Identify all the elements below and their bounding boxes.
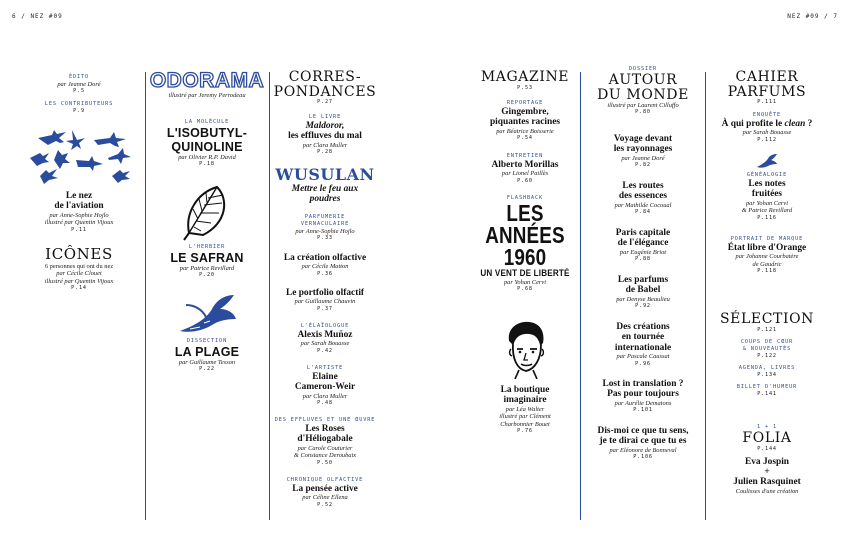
kicker: PORTRAIT DE MARQUE bbox=[730, 236, 804, 242]
section-odorama[interactable] bbox=[146, 70, 268, 99]
airplanes-birds-illustration-icon bbox=[20, 124, 138, 186]
article-title: Alberto Morillas bbox=[491, 160, 559, 170]
article-title: Les Roses bbox=[305, 424, 345, 434]
article-title: de Babel bbox=[625, 285, 661, 296]
toc-entry-flashback[interactable] bbox=[470, 195, 580, 293]
toc-entry-portfolio[interactable] bbox=[270, 288, 380, 313]
article-title: Le portfolio olfactif bbox=[285, 288, 365, 298]
folio-left: 6 / NEZ #09 bbox=[12, 13, 63, 20]
illustrator: illustré par Jeremy Perrodeau bbox=[168, 92, 246, 99]
page-number: P.54 bbox=[517, 135, 533, 142]
plus-sign: + bbox=[764, 466, 770, 477]
kicker: COUPS DE CŒUR bbox=[740, 338, 794, 345]
article-title: Cameron-Weir bbox=[294, 382, 356, 393]
toc-entry-icones[interactable] bbox=[20, 246, 138, 292]
kicker: PARFUMERIE bbox=[304, 214, 346, 220]
section-selection[interactable] bbox=[707, 312, 827, 398]
page-number: P.14 bbox=[71, 285, 87, 292]
page-number: P.42 bbox=[317, 347, 333, 354]
byline: par Aurélie Dematons bbox=[614, 399, 672, 407]
page-number: P.84 bbox=[635, 209, 651, 216]
article-title: La boutique bbox=[500, 385, 550, 395]
page-number: P.9 bbox=[73, 108, 85, 114]
byline: par Olivier R.P. David bbox=[178, 154, 236, 161]
byline: par Carole Couturier bbox=[297, 444, 353, 452]
article-title: Paris capitale bbox=[615, 228, 671, 238]
toc-entry-artiste[interactable] bbox=[270, 365, 380, 407]
byline: de Gaudric bbox=[752, 260, 782, 268]
column-autour-du-monde bbox=[584, 66, 702, 526]
byline: par Cécile Clouet bbox=[56, 270, 102, 278]
byline: par Guillaume Tesson bbox=[178, 359, 236, 366]
toc-entry-creation[interactable] bbox=[270, 253, 380, 278]
byline: par Lionel Paillès bbox=[501, 170, 549, 178]
toc-entry[interactable] bbox=[584, 275, 702, 310]
article-title: Elaine bbox=[312, 372, 338, 382]
article-title: Voyage devant bbox=[613, 134, 673, 144]
kicker: BILLET D'HUMEUR bbox=[736, 383, 798, 390]
kicker: L'ÉLAÏOLOGUE bbox=[300, 323, 350, 329]
article-title: LA PLAGE bbox=[174, 345, 240, 359]
saffron-leaf-illustration-icon bbox=[146, 183, 268, 241]
seagull-illustration-icon bbox=[146, 291, 268, 337]
illustrator: illustré par Quentin Vijoux bbox=[44, 277, 114, 285]
article-title: LE SAFRAN bbox=[170, 251, 244, 265]
page-number: P.68 bbox=[517, 286, 533, 293]
page-number: P.5 bbox=[73, 88, 85, 95]
section-magazine[interactable] bbox=[470, 70, 580, 92]
section-wusulan[interactable] bbox=[270, 166, 380, 205]
toc-entry-livre[interactable] bbox=[270, 114, 380, 156]
page-number: P.52 bbox=[317, 501, 333, 508]
page-number: P.53 bbox=[517, 84, 533, 91]
column-odorama bbox=[146, 66, 268, 526]
article-title: imaginaire bbox=[503, 395, 547, 406]
illustrator: Charbonnier Bouet bbox=[500, 420, 550, 428]
page-number: P.82 bbox=[635, 162, 651, 169]
subtitle: Mettre le feu aux bbox=[291, 184, 359, 194]
article-title: piquantes racines bbox=[489, 117, 561, 128]
toc-entry[interactable] bbox=[584, 228, 702, 263]
subtitle: 6 personnes qui ont du nez bbox=[44, 263, 114, 270]
toc-entry[interactable] bbox=[584, 322, 702, 368]
byline: par Cécile Matton bbox=[301, 263, 349, 271]
byline: & Constance Deroubaix bbox=[293, 452, 357, 460]
page-number: P.33 bbox=[317, 235, 333, 242]
article-title: La création olfactive bbox=[283, 253, 367, 263]
toc-entry[interactable] bbox=[584, 426, 702, 461]
kicker: DISSECTION bbox=[186, 338, 228, 344]
subtitle: Coulisses d'une création bbox=[735, 487, 799, 495]
article-title: internationale bbox=[614, 342, 672, 353]
article-title: QUINOLINE bbox=[171, 140, 243, 154]
byline: par Sarah Bouasse bbox=[300, 340, 350, 348]
kicker: & NOUVEAUTÉS bbox=[742, 345, 792, 352]
section-title: FOLIA bbox=[742, 430, 792, 446]
column-divider bbox=[580, 72, 581, 520]
section-title: SÉLECTION bbox=[719, 311, 815, 327]
byline: par Jeanne Doré bbox=[621, 154, 665, 162]
kicker: REPORTAGE bbox=[506, 100, 544, 106]
byline: & Patrice Revillard bbox=[741, 207, 793, 215]
toc-entry-reportage[interactable] bbox=[470, 100, 580, 142]
column-divider bbox=[705, 72, 706, 520]
byline: par Guillaume Chauvin bbox=[294, 298, 356, 306]
toc-entry-molecule[interactable] bbox=[146, 119, 268, 168]
toc-entry-herbier[interactable] bbox=[146, 244, 268, 279]
toc-entry-portrait[interactable] bbox=[707, 236, 827, 275]
article-title: ANNÉES bbox=[485, 222, 565, 248]
article-title: Pas pour toujours bbox=[607, 389, 679, 400]
byline: par Yohan Cervi bbox=[745, 199, 789, 207]
byline: par Béatrice Boisserie bbox=[496, 127, 554, 135]
kicker: GÉNÉALOGIE bbox=[746, 172, 788, 178]
column-correspondances bbox=[270, 66, 380, 526]
toc-entry[interactable] bbox=[584, 379, 702, 414]
kicker: FLASHBACK bbox=[506, 195, 544, 201]
article-title: Eva Jospin bbox=[744, 456, 790, 467]
page-number: P.118 bbox=[757, 268, 777, 275]
page-number: P.96 bbox=[635, 360, 651, 367]
byline: par Jeanne Doré bbox=[57, 81, 101, 88]
column-cahier-parfums bbox=[707, 66, 827, 526]
section-title: ODORAMA bbox=[149, 69, 265, 92]
page-number: P.20 bbox=[199, 272, 215, 279]
section-cahier-parfums[interactable] bbox=[707, 70, 827, 106]
article-title: Les parfums bbox=[617, 275, 669, 285]
section-title: CAHIER bbox=[735, 69, 799, 85]
page-number: P.48 bbox=[317, 400, 333, 407]
page-number: P.121 bbox=[757, 326, 777, 333]
page-number: P.22 bbox=[199, 366, 215, 373]
page-number: P.60 bbox=[517, 177, 533, 184]
kicker: ENTRETIEN bbox=[506, 153, 544, 159]
kicker: VERNACULAIRE bbox=[300, 221, 350, 227]
byline: par Patrice Revillard bbox=[179, 265, 235, 272]
article-title: de l'élégance bbox=[617, 238, 669, 249]
kicker: LA MOLÉCULE bbox=[184, 119, 230, 125]
toc-entry-edito[interactable] bbox=[20, 74, 138, 95]
article-title: Julien Rasquinet bbox=[733, 477, 801, 488]
page-number: P.144 bbox=[757, 445, 777, 452]
toc-entry[interactable] bbox=[584, 181, 702, 216]
page-number: P.88 bbox=[635, 256, 651, 263]
toc-entry-contributeurs[interactable] bbox=[20, 101, 138, 115]
illustrator: illustré par Clément bbox=[499, 413, 551, 421]
article-title: d'Héliogabale bbox=[297, 434, 353, 445]
page-number: P.37 bbox=[317, 305, 333, 312]
page-number: P.18 bbox=[199, 161, 215, 168]
article-title: des essences bbox=[618, 191, 668, 202]
article-title: en tournée bbox=[621, 332, 665, 343]
toc-entry-elaiologue[interactable] bbox=[270, 323, 380, 355]
section-autour-du-monde[interactable] bbox=[584, 66, 702, 116]
article-title: Les notes bbox=[748, 179, 786, 189]
kicker: L'ARTISTE bbox=[306, 365, 344, 371]
title-part: ? bbox=[805, 119, 813, 129]
section-title: WUSULAN bbox=[275, 165, 375, 184]
article-title: de l'aviation bbox=[54, 201, 104, 212]
byline: par Sarah Bouasse bbox=[742, 129, 792, 137]
kicker: ENQUÊTE bbox=[752, 112, 782, 118]
page-number: P.28 bbox=[317, 149, 333, 156]
subtitle: UN VENT DE LIBERTÉ bbox=[480, 268, 570, 278]
page-number: P.141 bbox=[757, 390, 777, 397]
page-number: P.112 bbox=[757, 136, 777, 143]
article-title: Gingembre, bbox=[501, 107, 549, 117]
page-number: P.27 bbox=[317, 99, 333, 105]
toc-entry-chronique[interactable] bbox=[270, 477, 380, 509]
kicker: AGENDA, LIVRES bbox=[738, 364, 796, 371]
page-number: P.122 bbox=[757, 352, 777, 359]
page-number: P.36 bbox=[317, 270, 333, 277]
page-number: P.111 bbox=[757, 99, 777, 105]
toc-entry[interactable] bbox=[584, 134, 702, 169]
page-number: P.50 bbox=[317, 459, 333, 466]
byline: par Johanne Courbatère bbox=[735, 253, 799, 261]
seagull-small-icon bbox=[707, 153, 827, 169]
section-folia[interactable] bbox=[707, 424, 827, 495]
page-number: P.106 bbox=[633, 454, 653, 461]
section-title: DU MONDE bbox=[597, 86, 689, 103]
article-title: Les routes bbox=[622, 181, 664, 191]
byline: par Denyse Beaulieu bbox=[616, 295, 670, 303]
byline: par Anne-Sophie Hojlo bbox=[295, 228, 355, 235]
byline: par Clara Muller bbox=[302, 141, 348, 149]
section-title: CORRES- bbox=[288, 69, 362, 85]
article-title: Le nez bbox=[65, 191, 93, 201]
article-title: Maldoror, bbox=[305, 121, 345, 131]
page-number: P.92 bbox=[635, 303, 651, 310]
byline: par Pascale Caussat bbox=[616, 353, 670, 361]
column-magazine bbox=[470, 66, 580, 526]
byline: par Céline Ellena bbox=[302, 494, 348, 502]
kicker: L'HERBIER bbox=[188, 244, 226, 250]
byline: par Clara Muller bbox=[302, 392, 348, 400]
article-title: État libre d'Orange bbox=[727, 243, 807, 253]
kicker: LE LIVRE bbox=[308, 114, 342, 120]
article-title: les effluves du mal bbox=[288, 131, 362, 142]
column-edito bbox=[20, 66, 138, 526]
section-title: MAGAZINE bbox=[480, 69, 570, 85]
article-title: Alexis Muñoz bbox=[297, 330, 353, 340]
article-title: Des créations bbox=[616, 322, 670, 332]
article-title: je te dirai ce que tu es bbox=[599, 436, 687, 447]
toc-entry-parfumerie[interactable] bbox=[270, 214, 380, 242]
man-portrait-illustration-icon bbox=[470, 319, 580, 379]
article-title: les rayonnages bbox=[613, 144, 673, 155]
byline: par Mathilde Cocoual bbox=[614, 201, 672, 209]
byline: par Eléonore de Bonneval bbox=[609, 446, 677, 454]
page-number: P.116 bbox=[757, 214, 777, 221]
toc-entry-aviation[interactable] bbox=[20, 191, 138, 234]
title-part: À qui profite le bbox=[721, 119, 785, 129]
article-title: Dis-moi ce que tu sens, bbox=[597, 426, 689, 436]
illustrator: illustré par Laurent Cilluffo bbox=[607, 102, 679, 109]
kicker: ÉDITO bbox=[68, 74, 90, 80]
article-title: L'ISOBUTYL- bbox=[166, 126, 248, 140]
section-title: PARFUMS bbox=[727, 83, 807, 100]
kicker: DES EFFLUVES ET UNE ŒUVRE bbox=[274, 417, 376, 423]
page-number: P.76 bbox=[517, 428, 533, 435]
kicker: LES CONTRIBUTEURS bbox=[44, 101, 114, 107]
section-title: ICÔNES bbox=[45, 245, 113, 263]
toc-entry-effluves[interactable] bbox=[270, 417, 380, 467]
section-title: PONDANCES bbox=[273, 83, 377, 100]
article-title: fruitées bbox=[751, 189, 783, 200]
illustrator: illustré par Quentin Vijoux bbox=[44, 219, 114, 227]
toc-entry-boutique[interactable] bbox=[470, 385, 580, 435]
toc-entry-entretien[interactable] bbox=[470, 153, 580, 185]
page-number: P.80 bbox=[635, 109, 651, 116]
article-title: La pensée active bbox=[292, 484, 358, 494]
byline: par Eugénie Briot bbox=[619, 248, 667, 256]
title-emphasis: clean bbox=[784, 119, 806, 129]
byline: par Yohan Cervi bbox=[503, 279, 547, 286]
page-number: P.134 bbox=[757, 371, 777, 378]
toc-entry-enquete[interactable] bbox=[707, 112, 827, 144]
article-title: Lost in translation ? bbox=[602, 379, 684, 389]
page-number: P.101 bbox=[633, 407, 653, 414]
article-title: 1960 bbox=[503, 244, 547, 270]
section-correspondances[interactable] bbox=[270, 70, 380, 106]
kicker: 1 + 1 bbox=[756, 424, 778, 430]
subtitle: poudres bbox=[309, 194, 341, 205]
toc-entry-dissection[interactable] bbox=[146, 338, 268, 373]
byline: par Anne-Sophie Hojlo bbox=[49, 211, 109, 219]
folio-right: NEZ #09 / 7 bbox=[787, 13, 838, 20]
kicker: DOSSIER bbox=[628, 66, 658, 72]
article-title bbox=[707, 119, 827, 129]
article-title: LES bbox=[506, 200, 544, 226]
page-number: P.11 bbox=[71, 226, 87, 233]
byline: par Léa Walter bbox=[505, 405, 545, 413]
kicker: CHRONIQUE OLFACTIVE bbox=[286, 477, 364, 483]
section-title: AUTOUR bbox=[608, 72, 678, 88]
toc-entry-genealogie[interactable] bbox=[707, 172, 827, 222]
